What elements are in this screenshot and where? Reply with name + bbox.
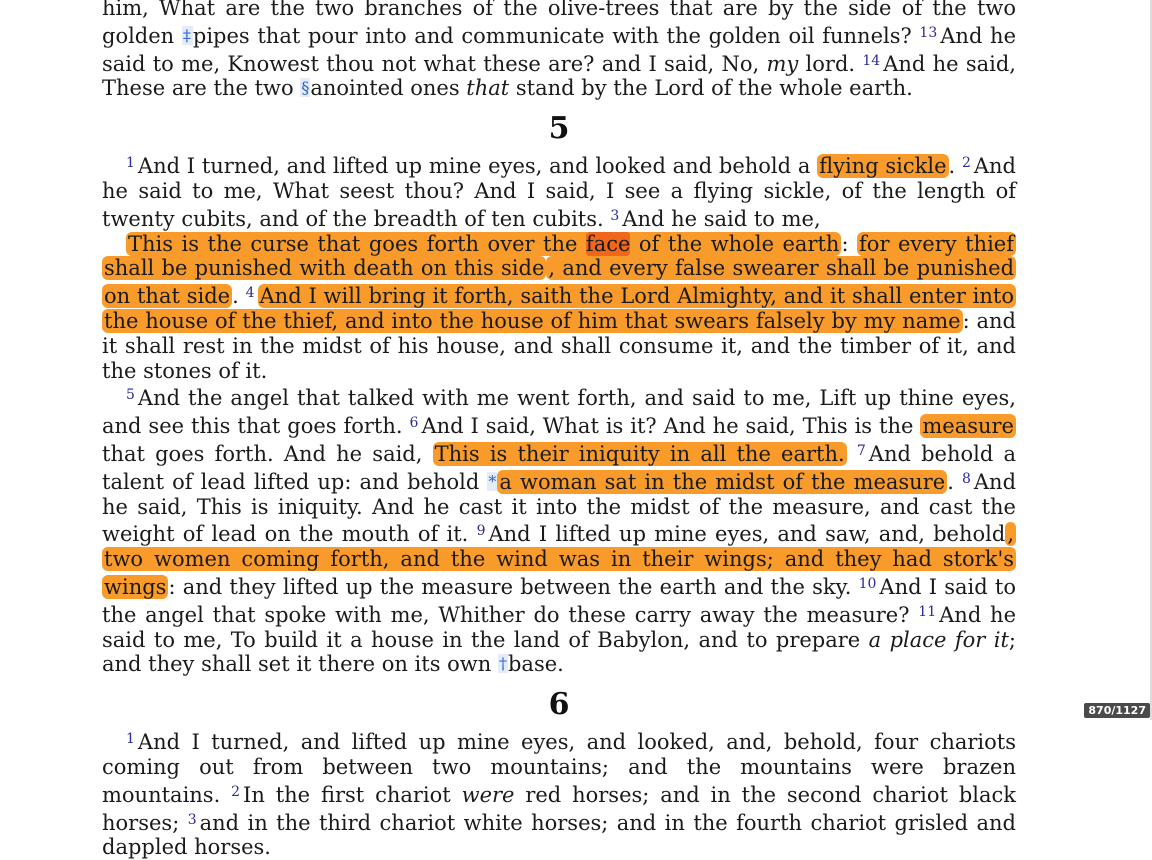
- italic-text: a place for it: [868, 627, 1009, 652]
- text: and in the third chariot white horses; and in the fourth chariot grisled and dappled horses.: [102, 810, 1016, 860]
- highlight[interactable]: [126, 232, 841, 256]
- text: And he said to me, Knowest thou not what these are? and I said, No,: [102, 23, 1017, 76]
- text: .: [232, 284, 246, 309]
- text: anointed ones: [310, 76, 467, 101]
- italic-text: that: [466, 76, 510, 101]
- italic-text: were: [461, 782, 515, 807]
- highlight[interactable]: measure: [922, 414, 1014, 439]
- highlight[interactable]: This is their iniquity in all the earth.: [434, 441, 845, 466]
- paragraph-verse-1: [102, 151, 1016, 231]
- text: And he said, This is iniquity. And he cast it into the midst of the measure, and cast the weight of lead on the mouth of it.: [102, 469, 1017, 547]
- verse-number: 2: [961, 155, 971, 172]
- text: And he said to me, To build it a house in the land of Babylon, and to prepare: [102, 602, 1017, 652]
- highlight[interactable]: flying sickle: [819, 154, 947, 179]
- text: : and they lifted up the measure between the earth and the sky.: [168, 574, 859, 599]
- text: And I lifted up mine eyes, and saw, and, behold: [488, 522, 1006, 547]
- paragraph-prev-chapter-end: [102, 0, 1016, 101]
- reader-page: [102, 0, 1016, 860]
- text: And he said, These are the two: [102, 51, 1016, 101]
- text: [847, 442, 857, 466]
- text: And he said to me, What seest thou? And I said, I see a flying sickle, of the length of twenty cubits, and of the breadth of ten cubits.: [102, 154, 1016, 231]
- text: that goes forth. And he said,: [102, 441, 433, 466]
- text: And I turned, and lifted up mine eyes, and looked, and, behold, four chariots coming out from between two mountains; and the mountains were brazen mountains.: [102, 730, 1016, 807]
- text: : and it shall rest in the midst of his house, and shall consume it, and the timber of it, and the stones of it.: [102, 308, 1016, 383]
- page-counter: 870/1127: [1084, 703, 1150, 718]
- verse-number: 10: [858, 575, 877, 592]
- text: In the first chariot: [243, 782, 462, 807]
- verse-number: 3: [187, 811, 197, 828]
- verse-number: 3: [610, 207, 620, 224]
- text: base.: [507, 652, 564, 677]
- text: .: [948, 154, 962, 179]
- text: stand by the Lord of the whole earth.: [509, 76, 913, 101]
- verse-number: 5: [126, 387, 135, 404]
- text: And behold a talent of lead lifted up: and behold: [102, 441, 1017, 494]
- text: And I said, What is it? And he said, This is the: [421, 414, 921, 439]
- paragraph-verse-3-quote: [102, 232, 1016, 384]
- verse-number: 1: [126, 731, 135, 748]
- verse-number: 2: [231, 783, 241, 800]
- text: ; and they shall set it there on its own: [102, 627, 1016, 677]
- footnote-marker[interactable]: †: [498, 654, 507, 674]
- highlight[interactable]: , and every false swearer shall be punished on that side: [104, 256, 1015, 309]
- verse-number: 11: [918, 603, 937, 620]
- italic-text: my: [766, 51, 799, 76]
- text: And he said to me,: [622, 206, 821, 231]
- footnote-marker[interactable]: §: [301, 78, 310, 98]
- text: of the whole earth: [630, 231, 840, 256]
- text: red horses; and in the second chariot black horses;: [102, 782, 1016, 835]
- verse-number: 4: [245, 285, 255, 302]
- text: him, What are the two branches of the olive-trees that are by the side of the two golden: [102, 0, 1016, 48]
- verse-number: 8: [961, 470, 971, 487]
- highlight[interactable]: And I will bring it forth, saith the Lord Almighty, and it shall enter into the house of the thief, and into the house of him that swears falsely by my name: [104, 284, 1014, 333]
- text: This is the curse that goes forth over the: [128, 231, 586, 256]
- text: And I turned, and lifted up mine eyes, and looked and behold a: [137, 154, 818, 179]
- footnote-marker[interactable]: *: [488, 471, 497, 491]
- highlight[interactable]: for every thief shall be punished with death on this side: [104, 231, 1014, 281]
- verse-number: 13: [919, 24, 938, 41]
- chapter-heading-6: 6: [548, 687, 570, 723]
- verse-number: 14: [862, 52, 881, 69]
- paragraph-verse-5: [102, 383, 1016, 677]
- footnote-marker[interactable]: ‡: [182, 25, 192, 45]
- text: :: [841, 231, 858, 256]
- text: And I said to the angel that spoke with me, Whither do these carry away the measure?: [102, 574, 1016, 627]
- highlight[interactable]: a woman sat in the midst of the measure: [499, 469, 946, 494]
- chapter-heading-5: 5: [548, 111, 570, 147]
- verse-number: 7: [856, 442, 866, 459]
- verse-number: 1: [126, 155, 135, 172]
- text: pipes that pour into and communicate with the golden oil funnels?: [192, 23, 920, 48]
- text: And the angel that talked with me went forth, and said to me, Lift up thine eyes, and see this that goes forth.: [102, 386, 1016, 439]
- verse-number: 9: [476, 523, 486, 540]
- text: .: [947, 469, 962, 494]
- paragraph-ch6-verse-1: [102, 727, 1016, 860]
- text: lord.: [798, 51, 863, 76]
- highlight[interactable]: , two women coming forth, and the wind was in their wings; and they had stork's wings: [104, 522, 1014, 599]
- highlight-dark[interactable]: face: [585, 231, 631, 256]
- verse-number: 6: [409, 415, 419, 432]
